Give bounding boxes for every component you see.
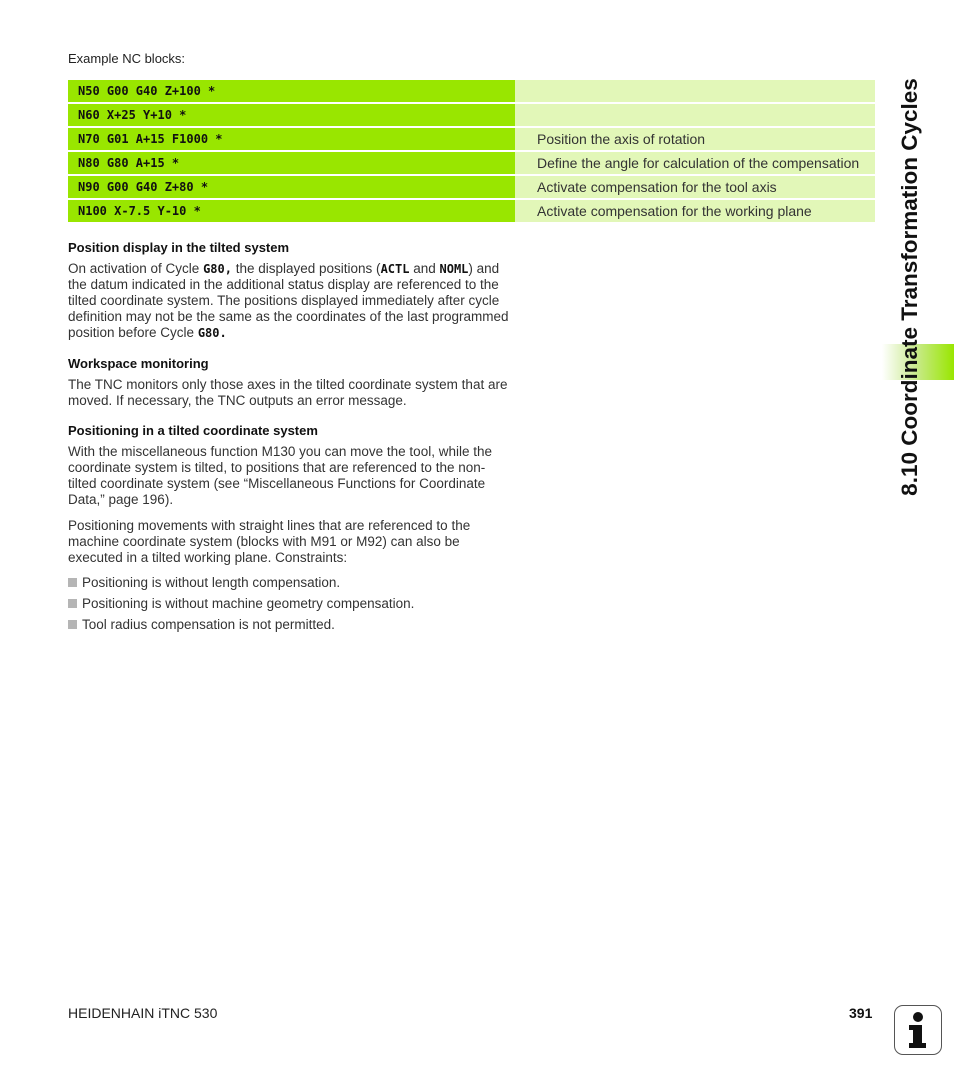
nc-comment: Activate compensation for the tool axis [515, 176, 875, 198]
positioning-paragraph-2: Positioning movements with straight lines that are referenced to the machine coordinate system (blocks with M91 or M92) can also be executed in a tilted working plane. Constraints: [68, 518, 471, 565]
cycle-code: G80. [197, 326, 227, 340]
chapter-side-title-text: 8.10 Coordinate Transformation Cycles [897, 78, 922, 496]
nc-code: N50 G00 G40 Z+100 * [68, 80, 515, 102]
list-item-text: Tool radius compensation is not permitted. [82, 617, 335, 632]
list-item [68, 617, 335, 633]
nc-row [68, 80, 875, 102]
nc-code: N90 G00 G40 Z+80 * [68, 176, 515, 198]
section-heading-workspace-monitoring: Workspace monitoring [68, 356, 209, 371]
square-bullet-icon [68, 599, 77, 608]
nc-comment: Position the axis of rotation [515, 128, 875, 150]
actl-code: ACTL [380, 262, 410, 276]
nc-row [68, 104, 875, 126]
noml-code: NOML [439, 262, 469, 276]
footer-product-name: HEIDENHAIN iTNC 530 [68, 1005, 218, 1021]
section-heading-position-display: Position display in the tilted system [68, 240, 290, 255]
list-item [68, 596, 414, 612]
chapter-side-title [886, 52, 934, 522]
intro-text: Example NC blocks: [68, 51, 186, 66]
text: On activation of Cycle [68, 261, 204, 276]
page-number: 391 [849, 1005, 873, 1021]
section-heading-positioning-tilted: Positioning in a tilted coordinate system [68, 423, 318, 438]
info-icon [894, 1005, 942, 1055]
position-display-paragraph [68, 261, 513, 341]
list-item-text: Positioning is without machine geometry compensation. [82, 596, 415, 611]
workspace-monitoring-paragraph: The TNC monitors only those axes in the tilted coordinate system that are moved. If necessary, the TNC outputs an error message. [68, 377, 508, 408]
text: and [409, 261, 440, 276]
square-bullet-icon [68, 578, 77, 587]
cycle-code: G80, [203, 262, 232, 276]
nc-code: N60 X+25 Y+10 * [68, 104, 515, 126]
list-item [68, 575, 340, 591]
nc-code: N70 G01 A+15 F1000 * [68, 128, 515, 150]
nc-comment [515, 104, 875, 126]
positioning-paragraph-1: With the miscellaneous function M130 you can move the tool, while the coordinate system is tilted, to positions that are referenced to the non-tilted coordinate system (see “Miscellaneous Functions for Coordinate Data,” page 196). [68, 444, 492, 507]
nc-row [68, 200, 875, 222]
nc-row [68, 152, 875, 174]
nc-row [68, 128, 875, 150]
square-bullet-icon [68, 620, 77, 629]
text: the displayed positions ( [231, 261, 381, 276]
text: ) and the datum indicated in the additional status display are referenced to the tilted coordinate system. The positions displayed immediately after cycle definition may not be the same as the coordinates of the last programmed position before Cycle [68, 261, 509, 340]
info-glyph [895, 1006, 940, 1053]
nc-code: N100 X-7.5 Y-10 * [68, 200, 515, 222]
nc-comment [515, 80, 875, 102]
nc-comment: Activate compensation for the working plane [515, 200, 875, 222]
list-item-text: Positioning is without length compensation. [82, 575, 341, 590]
nc-row [68, 176, 875, 198]
nc-code: N80 G80 A+15 * [68, 152, 515, 174]
nc-comment: Define the angle for calculation of the compensation [515, 152, 875, 174]
